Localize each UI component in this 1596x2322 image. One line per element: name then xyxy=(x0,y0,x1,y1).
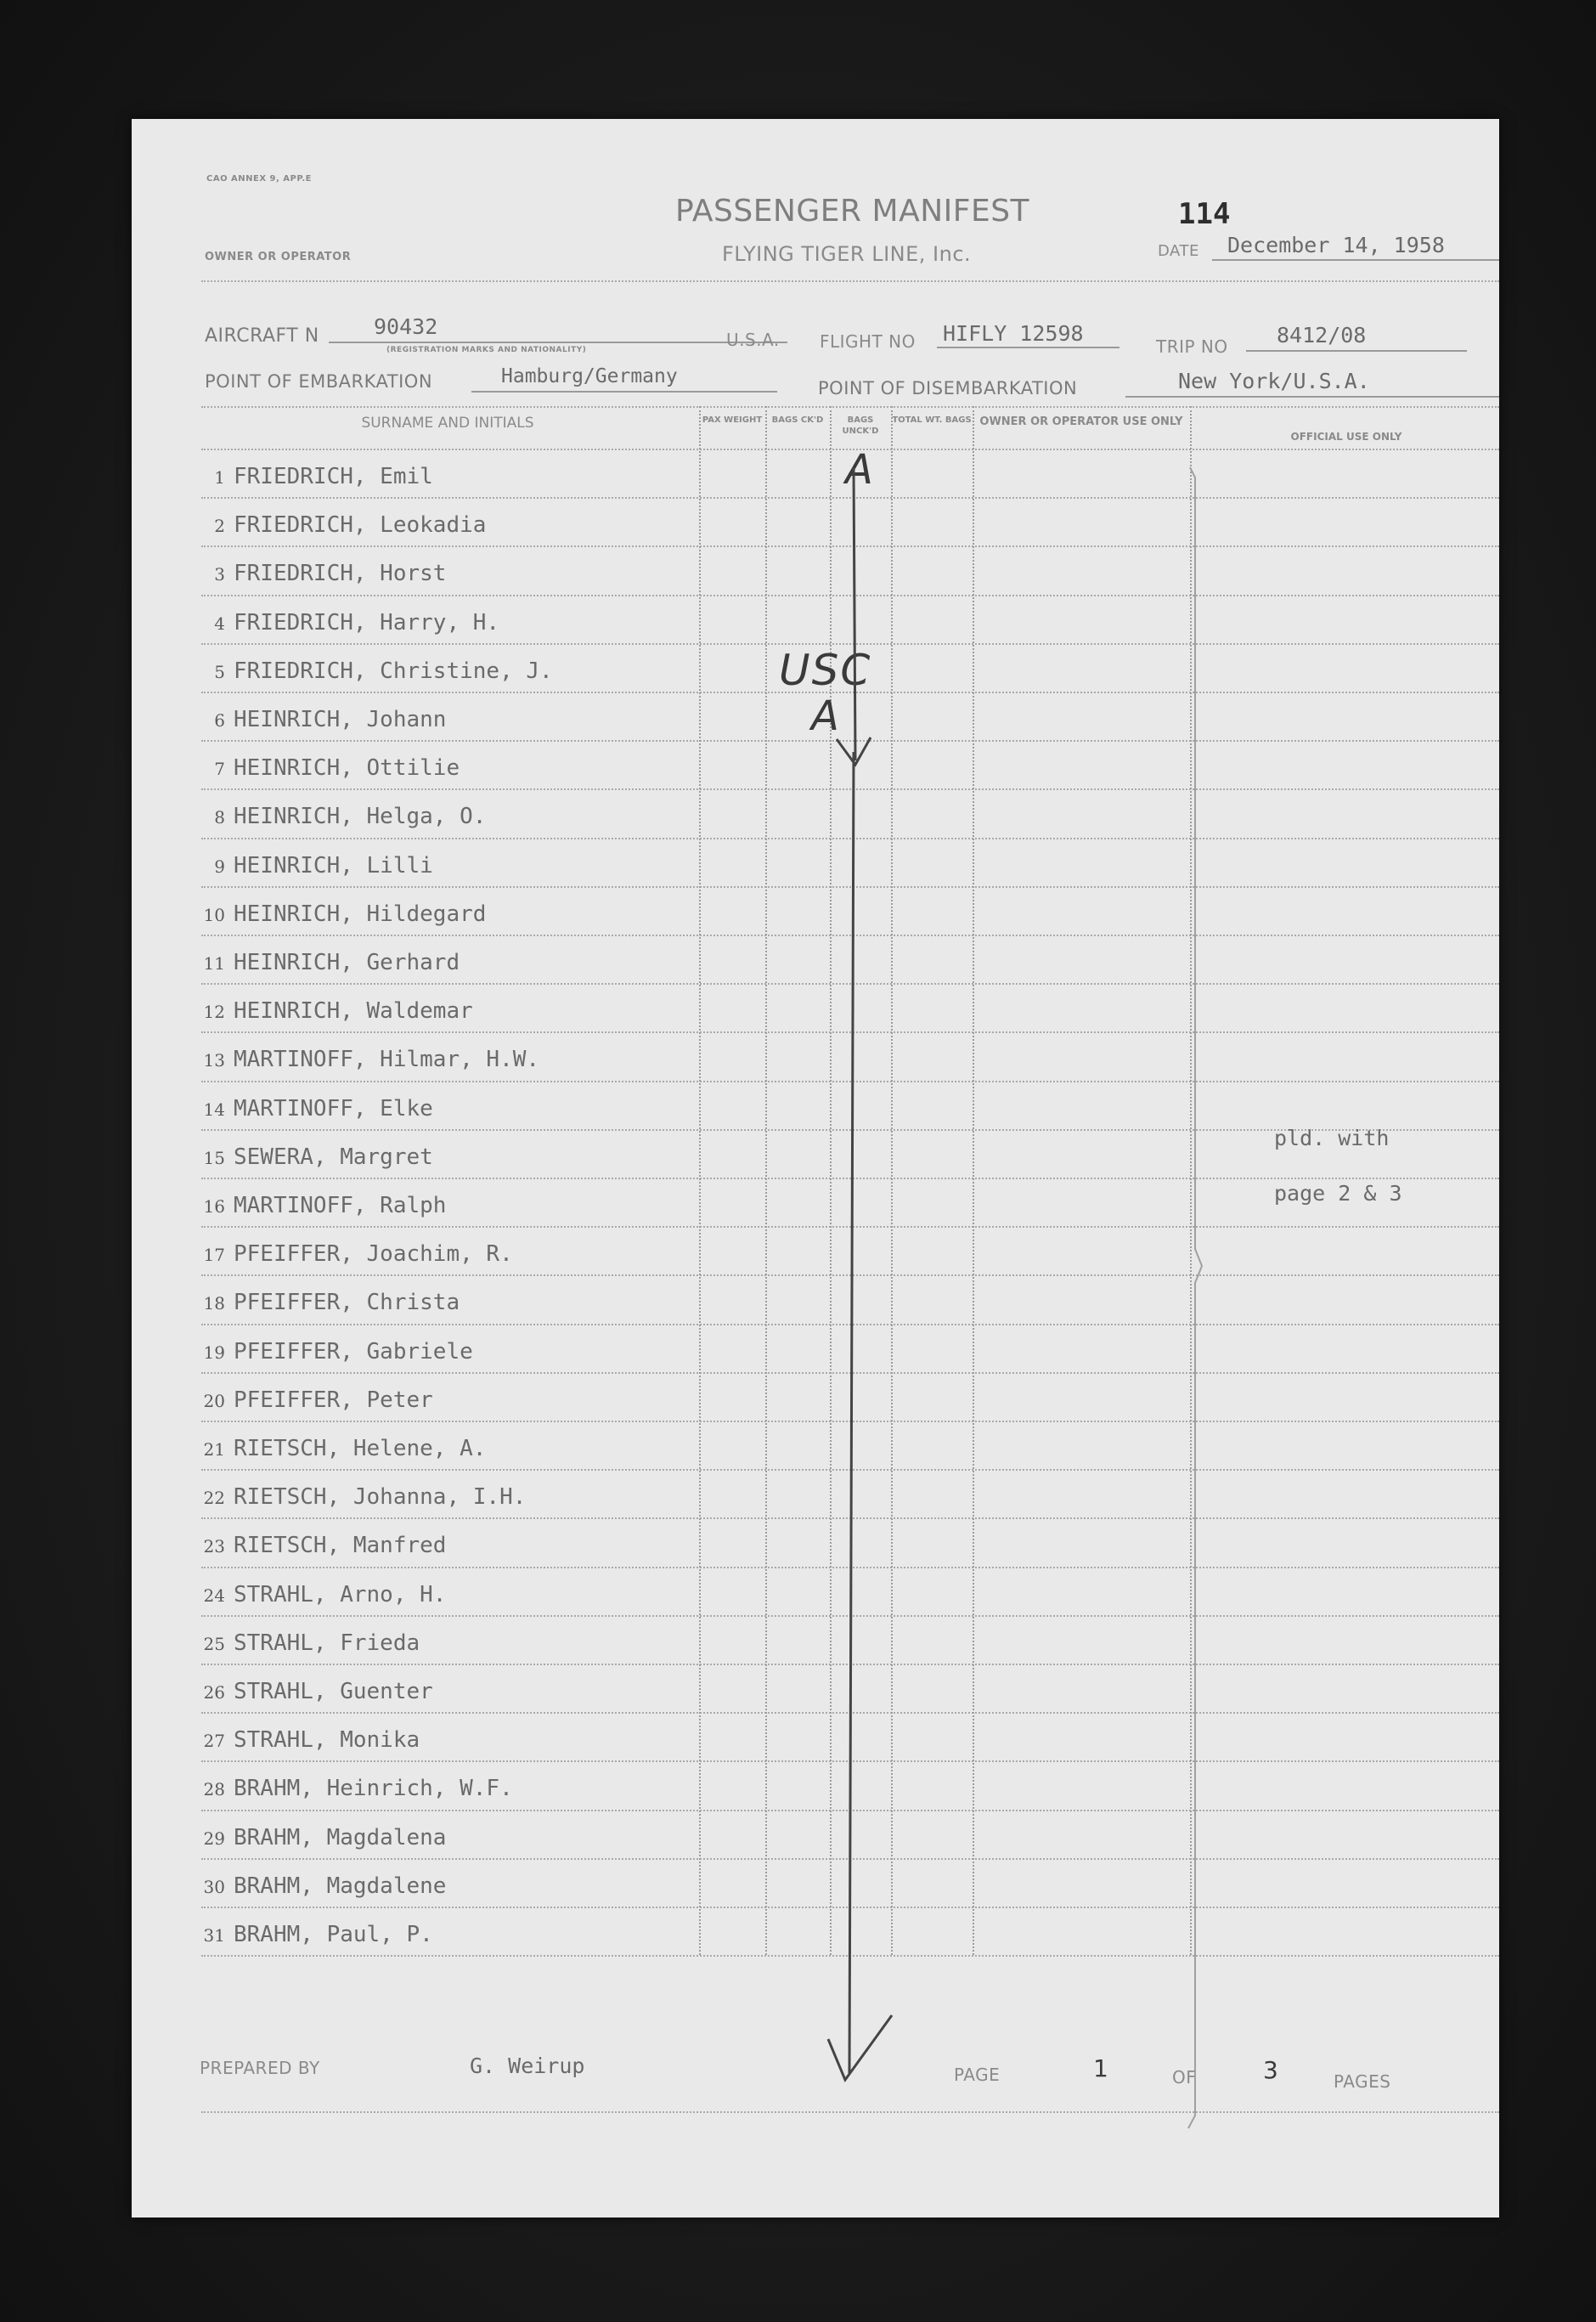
passenger-name: FRIEDRICH, Christine, J. xyxy=(234,658,553,684)
passenger-row-number: 28 xyxy=(203,1779,225,1800)
of-value: 3 xyxy=(1263,2056,1278,2084)
passenger-name: MARTINOFF, Elke xyxy=(234,1095,433,1121)
passenger-row-number: 16 xyxy=(203,1196,225,1217)
passenger-row-number: 27 xyxy=(203,1731,225,1752)
col-header-total-wt: TOTAL WT. BAGS xyxy=(892,415,972,425)
aircraft-underline xyxy=(329,342,787,343)
col-header-official-use: OFFICIAL USE ONLY xyxy=(1290,431,1402,443)
passenger-row-number: 13 xyxy=(203,1050,225,1071)
passenger-row-number: 20 xyxy=(203,1390,225,1411)
passenger-row-number: 8 xyxy=(214,807,225,828)
passenger-row-number: 11 xyxy=(203,953,225,974)
passenger-row-number: 6 xyxy=(214,710,225,731)
passenger-row-number: 29 xyxy=(203,1828,225,1849)
passenger-name: BRAHM, Heinrich, W.F. xyxy=(234,1776,513,1802)
passenger-row-number: 22 xyxy=(203,1488,225,1509)
passenger-name: MARTINOFF, Ralph xyxy=(234,1193,447,1218)
passenger-row-number: 3 xyxy=(214,564,225,585)
passenger-name: FRIEDRICH, Emil xyxy=(234,464,433,489)
passenger-row-number: 7 xyxy=(214,759,225,780)
passenger-name: PFEIFFER, Joachim, R. xyxy=(234,1241,513,1268)
aircraft-number: 90432 xyxy=(374,314,438,339)
prepared-by-value: G. Weirup xyxy=(470,2054,585,2078)
bag-arrow-head-2 xyxy=(828,2015,892,2080)
col-header-bags-unckd: BAGS UNCK'D xyxy=(842,415,879,436)
passenger-name: HEINRICH, Ottilie xyxy=(234,755,460,782)
passenger-name: HEINRICH, Hildegard xyxy=(234,901,487,927)
manifest-title: PASSENGER MANIFEST xyxy=(675,194,1030,229)
passenger-name: PFEIFFER, Gabriele xyxy=(234,1338,473,1364)
official-note-line-2: page 2 & 3 xyxy=(1274,1181,1402,1206)
passenger-row-number: 26 xyxy=(203,1682,225,1703)
bag-arrow-line-1 xyxy=(854,467,855,760)
flight-label: FLIGHT NO xyxy=(820,331,916,352)
date-value: December 14, 1958 xyxy=(1227,233,1445,257)
passenger-name: HEINRICH, Johann xyxy=(234,707,447,732)
passenger-name: BRAHM, Paul, P. xyxy=(234,1922,433,1947)
passenger-name: FRIEDRICH, Leokadia xyxy=(234,512,487,539)
passenger-row-number: 31 xyxy=(203,1925,225,1946)
footer-divider xyxy=(201,2111,1499,2113)
form-code: CAO ANNEX 9, APP.E xyxy=(206,174,312,184)
of-label: OF xyxy=(1172,2067,1197,2088)
passenger-name: STRAHL, Guenter xyxy=(234,1679,433,1704)
prepared-by-label: PREPARED BY xyxy=(200,2058,320,2078)
passenger-name: RIETSCH, Johanna, I.H. xyxy=(234,1484,527,1511)
official-note-line-1: pld. with xyxy=(1274,1126,1390,1150)
embarkation-label: POINT OF EMBARKATION xyxy=(205,371,433,392)
passenger-row-number: 9 xyxy=(214,856,225,877)
passenger-row-number: 19 xyxy=(203,1342,225,1363)
page-value: 1 xyxy=(1093,2054,1108,2082)
passenger-name: MARTINOFF, Hilmar, H.W. xyxy=(234,1047,540,1073)
manifest-sheet xyxy=(132,119,1499,2217)
passenger-name: HEINRICH, Gerhard xyxy=(234,950,460,975)
passenger-name: STRAHL, Arno, H. xyxy=(234,1581,447,1607)
official-use-bracket xyxy=(1185,467,1210,2133)
passenger-row-number: 12 xyxy=(203,1002,225,1023)
passenger-name: PFEIFFER, Peter xyxy=(234,1387,433,1413)
page-serial-number: 114 xyxy=(1178,197,1231,231)
passenger-row-number: 24 xyxy=(203,1585,225,1606)
passenger-row-number: 10 xyxy=(203,904,225,925)
grid-line-vertical xyxy=(699,406,701,1955)
bag-bracket-arrows xyxy=(803,425,905,2167)
date-underline xyxy=(1212,259,1499,261)
disembarkation-value: New York/U.S.A. xyxy=(1178,369,1370,393)
passenger-row-number: 15 xyxy=(203,1147,225,1168)
bag-arrow-line-2 xyxy=(849,752,854,2073)
grid-line-vertical xyxy=(973,406,974,1955)
passenger-name: HEINRICH, Helga, O. xyxy=(234,804,487,830)
flight-number: HIFLY 12598 xyxy=(943,321,1084,346)
disembarkation-label: POINT OF DISEMBARKATION xyxy=(818,378,1078,398)
passenger-name: BRAHM, Magdalena xyxy=(234,1824,447,1850)
col-header-pax-weight: PAX WEIGHT xyxy=(702,415,763,425)
passenger-name: STRAHL, Frieda xyxy=(234,1630,420,1656)
embarkation-value: Hamburg/Germany xyxy=(501,365,678,387)
passenger-row-number: 14 xyxy=(203,1099,225,1120)
trip-underline xyxy=(1246,350,1467,352)
grid-line-horizontal xyxy=(201,280,1499,282)
pages-label: PAGES xyxy=(1334,2071,1391,2092)
col-header-owner-use: OWNER OR OPERATOR USE ONLY xyxy=(979,415,1183,428)
bag-mark-second: A xyxy=(811,692,839,740)
passenger-name: RIETSCH, Helene, A. xyxy=(234,1436,487,1461)
passenger-row-number: 21 xyxy=(203,1439,225,1460)
grid-line-horizontal xyxy=(201,406,1499,408)
trip-label: TRIP NO xyxy=(1156,336,1228,357)
passenger-row-number: 17 xyxy=(203,1245,225,1266)
flight-underline xyxy=(937,347,1119,348)
passenger-row-number: 18 xyxy=(203,1293,225,1314)
bracket-line xyxy=(1188,467,1202,2128)
grid-line-vertical xyxy=(765,406,767,1955)
passenger-name: RIETSCH, Manfred xyxy=(234,1533,447,1559)
passenger-row-number: 2 xyxy=(214,516,225,537)
trip-number: 8412/08 xyxy=(1277,323,1367,347)
passenger-row-number: 23 xyxy=(203,1536,225,1557)
passenger-row-number: 30 xyxy=(203,1876,225,1897)
passenger-row-number: 25 xyxy=(203,1633,225,1654)
page-label: PAGE xyxy=(954,2065,1001,2085)
embarkation-underline xyxy=(471,391,777,393)
passenger-name: FRIEDRICH, Harry, H. xyxy=(234,609,500,636)
owner-operator-label: OWNER OR OPERATOR xyxy=(205,251,352,263)
airline-name: FLYING TIGER LINE, Inc. xyxy=(722,242,972,266)
passenger-name: HEINRICH, Lilli xyxy=(234,852,433,879)
passenger-name: STRAHL, Monika xyxy=(234,1727,420,1754)
passenger-row-number: 5 xyxy=(214,661,225,682)
usa-label: U.S.A. xyxy=(726,330,780,350)
col-header-surname: SURNAME AND INITIALS xyxy=(361,415,534,432)
disembarkation-underline xyxy=(1125,396,1499,398)
date-label: DATE xyxy=(1158,242,1199,260)
passenger-name: BRAHM, Magdalene xyxy=(234,1873,447,1899)
bag-mark-top: A xyxy=(845,446,873,494)
passenger-name: PFEIFFER, Christa xyxy=(234,1290,460,1316)
aircraft-label: AIRCRAFT N xyxy=(205,325,319,347)
passenger-name: SEWERA, Margret xyxy=(234,1144,433,1170)
registration-caption: (REGISTRATION MARKS AND NATIONALITY) xyxy=(386,346,587,354)
bag-mark-code: USC xyxy=(779,646,872,695)
passenger-name: HEINRICH, Waldemar xyxy=(234,998,473,1025)
passenger-row-number: 4 xyxy=(214,613,225,634)
passenger-name: FRIEDRICH, Horst xyxy=(234,561,447,587)
col-header-bags-ckd: BAGS CK'D xyxy=(771,415,824,425)
passenger-row-number: 1 xyxy=(214,467,225,488)
